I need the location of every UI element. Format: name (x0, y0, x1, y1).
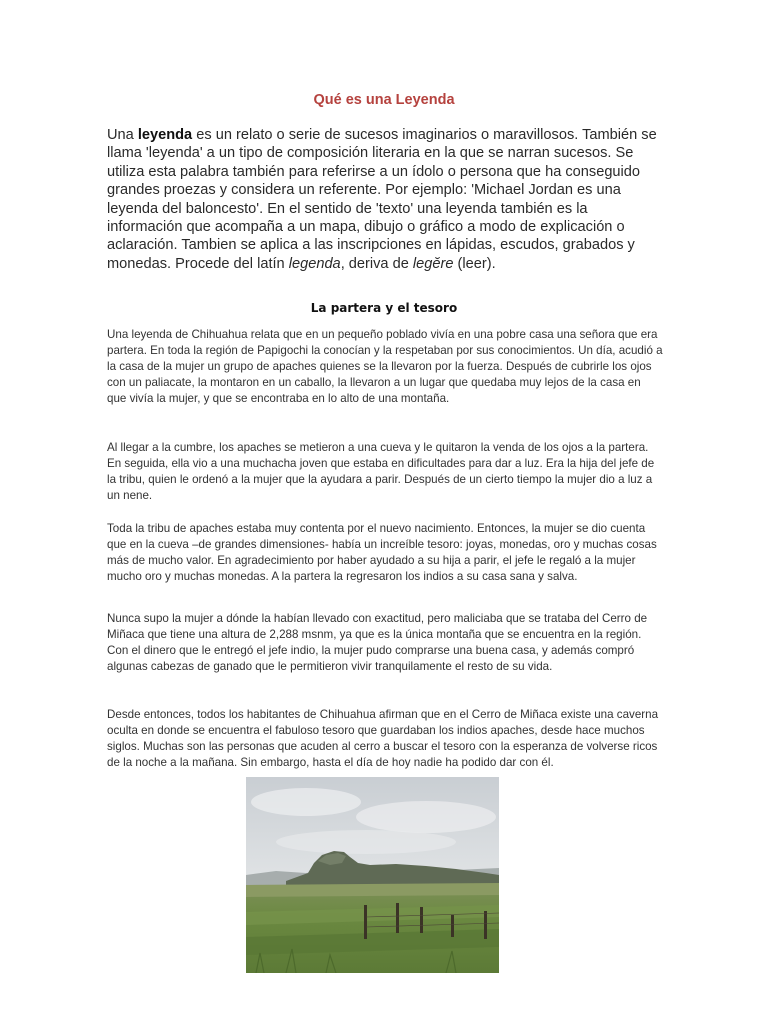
story-paragraph-4: Nunca supo la mujer a dónde la habían llevado con exactitud, pero maliciaba que se trataba del Cerro de Miñaca que tiene una altura de 2,288 msnm, ya que es la única montaña que se encuentra en la región. Con el dinero que le entregó el jefe indio, la mujer pudo comprarse una buena casa, y además compró algunas cabezas de ganado que le permitieron vivir tranquilamente el resto de su vida. (107, 612, 648, 673)
intro-text: Una (107, 127, 138, 143)
story-title: La partera y el tesoro (310, 301, 458, 315)
intro-latin-verb: legĕre (412, 255, 454, 272)
intro-bold-term: leyenda (137, 127, 193, 143)
intro-text: es un relato o serie de sucesos imaginarios o maravillosos. También se llama 'leyenda' a un tipo de composición literaria en la que se narran sucesos. Se utiliza esta palabra también para referirse a un ídolo o persona que ha conseguido grandes proezas y considera un referente. Por ejemplo: 'Michael Jordan es una leyenda del baloncesto'. En el sentido de 'texto' una leyenda también es la información que acompaña a un mapa, dibujo o gráfico a modo de explicación o aclaración. Tambien se aplica a las inscripciones en lápidas, escudos, grabados y monedas. Procede del latín (107, 127, 657, 272)
landscape-image (246, 777, 499, 973)
story-paragraph-5: Desde entonces, todos los habitantes de Chihuahua afirman que en el Cerro de Miñaca existe una caverna oculta en donde se encuentra el fabuloso tesoro que guardaban los indios apaches, desde hace muchos siglos. Muchas son las personas que acuden al cerro a buscar el tesoro con la esperanza de volverse ricos de la noche a la mañana. Sin embargo, hasta el día de hoy nadie ha podido dar con él. (107, 708, 659, 769)
page-title: Qué es una Leyenda (313, 92, 455, 108)
intro-text: (leer). (453, 255, 496, 272)
intro-latin-term: legenda (288, 255, 341, 272)
story-paragraph-2: Al llegar a la cumbre, los apaches se metieron a una cueva y le quitaron la venda de los ojos a la partera. En seguida, ella vio a una muchacha joven que estaba en dificultades para dar a luz. Era la hija del jefe de la tribu, quien le ordenó a la mujer que la ayudara a parir. Después de un cierto tiempo la mujer dio a luz a un nene. (107, 441, 655, 502)
intro-paragraph (107, 126, 667, 273)
story-paragraph-3: Toda la tribu de apaches estaba muy contenta por el nuevo nacimiento. Entonces, la mujer se dio cuenta que en la cueva –de grandes dimensiones- había un increíble tesoro: joyas, monedas, oro y muchas cosas más de mucho valor. En agradecimiento por haber ayudado a su hija a parir, el jefe le regaló a la mujer mucho oro y muchas monedas. A la partera la regresaron los indios a su casa sana y salva. (107, 522, 657, 583)
cerro-minaca-photo (246, 777, 499, 973)
intro-text: , deriva de (340, 255, 413, 272)
story-paragraph-1: Una leyenda de Chihuahua relata que en un pequeño poblado vivía en una pobre casa una señora que era partera. En toda la región de Papigochi la conocían y la respetaban por sus conocimientos. Un día, acudió a la casa de la mujer un grupo de apaches quienes se la llevaron por la fuerza. Después de cubrirle los ojos con un paliacate, la montaron en un caballo, la llevaron a un lugar que quedaba muy lejos de la casa en que vivía la mujer, y que se encontraba en lo alto de una montaña. (107, 328, 663, 405)
